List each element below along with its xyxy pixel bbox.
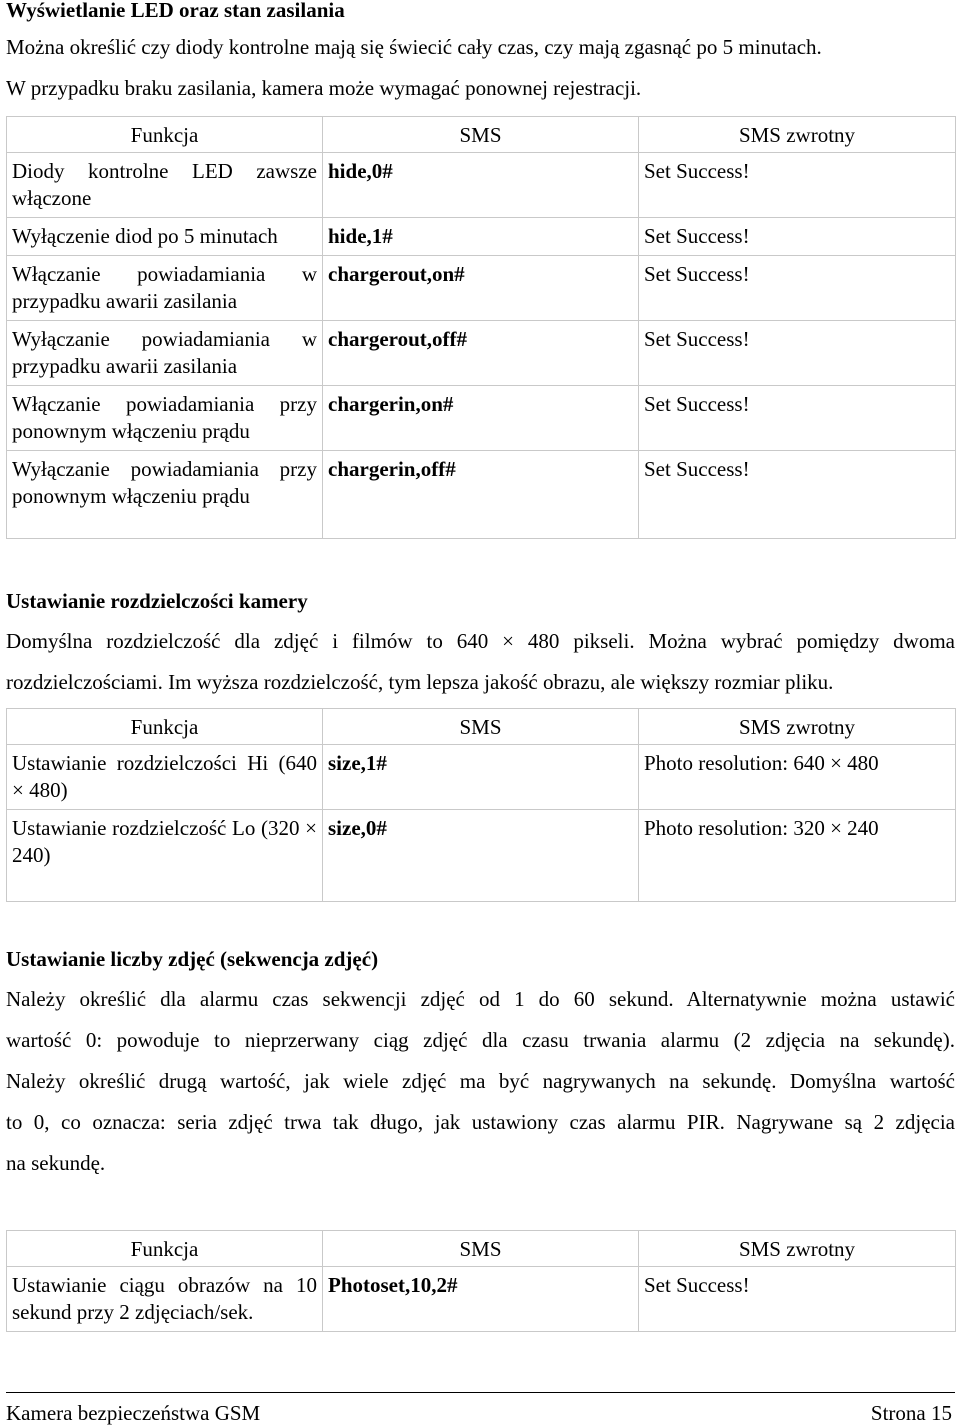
table-row [7, 810, 956, 902]
table-header-row [7, 117, 956, 153]
cell-sms: chargerout,on# [323, 256, 639, 321]
cell-reply: Set Success! [639, 321, 956, 386]
cell-sms: Photoset,10,2# [323, 1267, 639, 1332]
section-paragraph-led [6, 34, 955, 102]
table-header-row [7, 1231, 956, 1267]
column-header-reply: SMS zwrotny [639, 1231, 956, 1267]
footer-divider [6, 1392, 955, 1393]
column-header-function: Funkcja [7, 117, 323, 153]
cell-function: Diody kontrolne LED zawsze włączone [7, 153, 323, 218]
column-header-reply: SMS zwrotny [639, 709, 956, 745]
cell-sms: chargerout,off# [323, 321, 639, 386]
section-paragraph-sequence [6, 986, 955, 1177]
cell-reply: Set Success! [639, 153, 956, 218]
table-row [7, 218, 956, 256]
sequence-table [6, 1230, 956, 1332]
section-paragraph-resolution [6, 628, 955, 696]
column-header-reply: SMS zwrotny [639, 117, 956, 153]
cell-reply: Set Success! [639, 451, 956, 539]
cell-sms: hide,0# [323, 153, 639, 218]
column-header-sms: SMS [323, 1231, 639, 1267]
cell-sms: size,1# [323, 745, 639, 810]
paragraph-line: to 0, co oznacza: seria zdjęć trwa tak długo, jak ustawiony czas alarmu PIR. Nagrywane są 2 zdjęcia [6, 1110, 955, 1134]
paragraph-line: Domyślna rozdzielczość dla zdjęć i filmów to 640 × 480 pikseli. Można wybrać pomiędzy dwoma [6, 629, 955, 653]
table-row [7, 386, 956, 451]
table-header-row [7, 709, 956, 745]
paragraph-line: Można określić czy diody kontrolne mają się świecić cały czas, czy mają zgasnąć po 5 minutach. [6, 35, 822, 59]
cell-reply: Set Success! [639, 256, 956, 321]
cell-function: Wyłączenie diod po 5 minutach [7, 218, 323, 256]
paragraph-line: na sekundę. [6, 1151, 106, 1175]
cell-reply: Photo resolution: 640 × 480 [639, 745, 956, 810]
cell-function: Ustawianie rozdzielczości Hi (640 × 480) [7, 745, 323, 810]
led-power-table [6, 116, 956, 539]
footer-title: Kamera bezpieczeństwa GSM [6, 1401, 261, 1425]
paragraph-line: W przypadku braku zasilania, kamera może wymagać ponownej rejestracji. [6, 76, 642, 100]
table-row [7, 1267, 956, 1332]
table-row [7, 451, 956, 539]
column-header-sms: SMS [323, 709, 639, 745]
section-heading-resolution: Ustawianie rozdzielczości kamery [6, 589, 308, 613]
section-heading-led: Wyświetlanie LED oraz stan zasilania [6, 0, 345, 22]
cell-function: Włączanie powiadamiania przy ponownym włączeniu prądu [7, 386, 323, 451]
column-header-sms: SMS [323, 117, 639, 153]
table-row [7, 256, 956, 321]
cell-function: Ustawianie ciągu obrazów na 10 sekund przy 2 zdjęciach/sek. [7, 1267, 323, 1332]
paragraph-line: rozdzielczościami. Im wyższa rozdzielczość, tym lepsza jakość obrazu, ale większy rozmiar pliku. [6, 670, 834, 694]
table-row [7, 745, 956, 810]
cell-sms: hide,1# [323, 218, 639, 256]
cell-reply: Set Success! [639, 218, 956, 256]
column-header-function: Funkcja [7, 709, 323, 745]
cell-reply: Set Success! [639, 386, 956, 451]
column-header-function: Funkcja [7, 1231, 323, 1267]
table-row [7, 321, 956, 386]
cell-function: Ustawianie rozdzielczość Lo (320 × 240) [7, 810, 323, 902]
footer-page-number: Strona 15 [870, 1401, 952, 1425]
cell-function: Wyłączanie powiadamiania przy ponownym włączeniu prądu [7, 451, 323, 539]
resolution-table [6, 708, 956, 902]
paragraph-line: Należy określić dla alarmu czas sekwencji zdjęć od 1 do 60 sekund. Alternatywnie można ustawić [6, 987, 955, 1011]
cell-reply: Photo resolution: 320 × 240 [639, 810, 956, 902]
cell-sms: size,0# [323, 810, 639, 902]
cell-sms: chargerin,on# [323, 386, 639, 451]
section-heading-sequence: Ustawianie liczby zdjęć (sekwencja zdjęć) [6, 947, 379, 971]
cell-reply: Set Success! [639, 1267, 956, 1332]
cell-sms: chargerin,off# [323, 451, 639, 539]
paragraph-line: wartość 0: powoduje to nieprzerwany ciąg zdjęć dla czasu trwania alarmu (2 zdjęcia na sekundę). [6, 1028, 955, 1052]
table-row [7, 153, 956, 218]
paragraph-line: Należy określić drugą wartość, jak wiele zdjęć ma być nagrywanych na sekundę. Domyślna wartość [6, 1069, 955, 1093]
cell-function: Włączanie powiadamiania w przypadku awarii zasilania [7, 256, 323, 321]
cell-function: Wyłączanie powiadamiania w przypadku awarii zasilania [7, 321, 323, 386]
